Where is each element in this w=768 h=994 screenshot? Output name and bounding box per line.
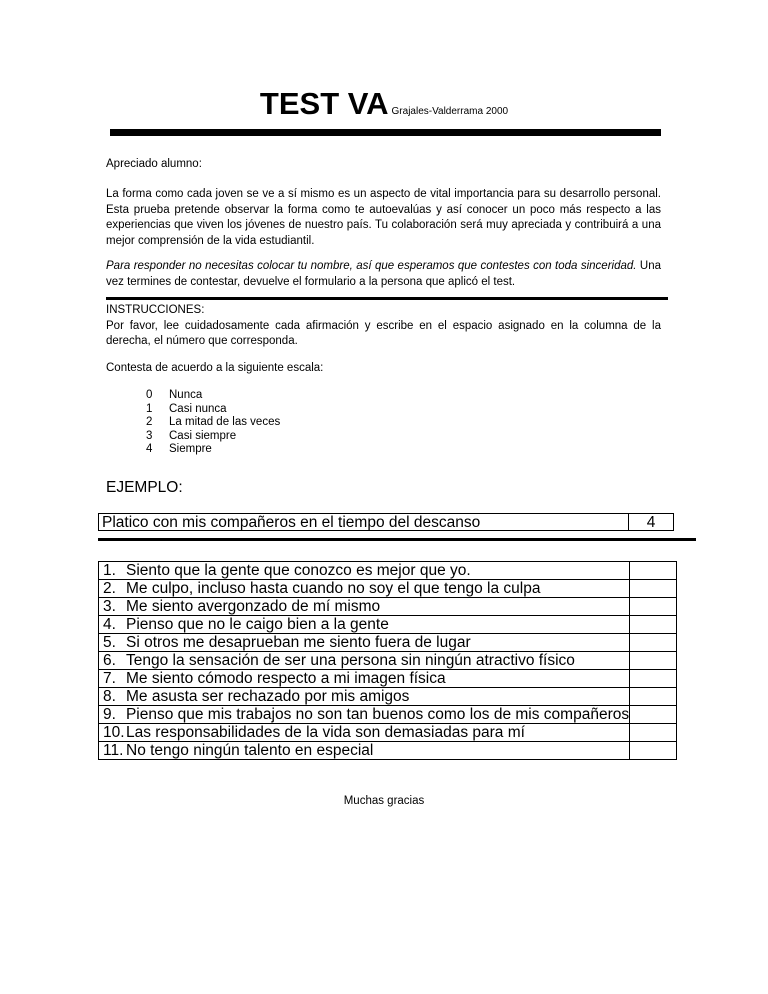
thanks-note: Muchas gracias — [343, 795, 425, 807]
question-text: Pienso que mis trabajos no son tan buenos como los de mis compañeros — [125, 706, 630, 723]
question-number: 7. — [103, 670, 116, 687]
test-title: TEST VA — [259, 86, 389, 121]
scale-label: Siempre — [169, 443, 212, 456]
question-row — [99, 579, 676, 597]
answer-cell[interactable] — [630, 562, 676, 579]
scale-value: 2 — [146, 416, 153, 429]
question-text: Las responsabilidades de la vida son demasiadas para mí — [126, 724, 630, 741]
question-text: Si otros me desaprueban me siento fuera de lugar — [126, 634, 630, 651]
answer-cell[interactable] — [630, 706, 676, 723]
instructions-text: Por favor, lee cuidadosamente cada afirmación y escribe en el espacio asignado en la columna de la derecha, el número que corresponda. — [106, 319, 661, 347]
anonymity-note-italic: Para responder no necesitas colocar tu nombre, así que esperamos que contestes con toda sinceridad. — [106, 260, 637, 272]
question-row — [99, 597, 676, 615]
scale-label: Casi siempre — [169, 429, 237, 442]
question-number: 8. — [103, 688, 116, 705]
question-number: 6. — [103, 652, 116, 669]
scale-value: 4 — [146, 443, 153, 456]
question-number: 11. — [103, 742, 124, 759]
question-row — [99, 705, 676, 723]
question-row — [99, 669, 676, 687]
question-row — [99, 562, 676, 579]
page-title — [0, 86, 768, 122]
intro-paragraph: La forma como cada joven se ve a sí mismo es un aspecto de vital importancia para su desarrollo personal. Esta prueba pretende observar la forma como te autoevalúas y así conocer un poco más respecto a las experiencias que viven los jóvenes de nuestro país. Tu colaboración será muy apreciada y contribuirá a una mejor comprensión de la vida estudiantil. — [106, 188, 661, 247]
scale-value: 1 — [146, 402, 153, 415]
scale-item — [146, 443, 280, 457]
answer-cell[interactable] — [630, 634, 676, 651]
question-text: No tengo ningún talento en especial — [126, 742, 630, 759]
question-row — [99, 651, 676, 669]
greeting: Apreciado alumno: — [106, 158, 202, 170]
scale-item — [146, 416, 280, 430]
test-author: Grajales-Valderrama 2000 — [391, 106, 509, 117]
question-number: 2. — [103, 580, 116, 597]
questions-table — [98, 561, 677, 760]
question-number: 1. — [103, 562, 116, 579]
answer-cell[interactable] — [630, 724, 676, 741]
example-divider — [98, 538, 696, 541]
question-text: Me asusta ser rechazado por mis amigos — [126, 688, 630, 705]
question-row — [99, 633, 676, 651]
scale-lead: Contesta de acuerdo a la siguiente escala: — [106, 362, 324, 374]
example-answer: 4 — [646, 514, 656, 531]
scale-item — [146, 389, 280, 403]
question-text: Siento que la gente que conozco es mejor que yo. — [126, 562, 630, 579]
scale-item — [146, 403, 280, 417]
question-number: 3. — [103, 598, 116, 615]
question-number: 10. — [103, 724, 125, 741]
answer-cell[interactable] — [630, 616, 676, 633]
rating-scale — [146, 389, 280, 457]
question-row — [99, 723, 676, 741]
question-text: Tengo la sensación de ser una persona sin ningún atractivo físico — [126, 652, 630, 669]
answer-cell[interactable] — [630, 580, 676, 597]
question-text: Me siento cómodo respecto a mi imagen física — [126, 670, 630, 687]
scale-item — [146, 430, 280, 444]
question-row — [99, 741, 676, 759]
instructions-heading: INSTRUCCIONES: — [106, 304, 205, 316]
answer-cell[interactable] — [630, 670, 676, 687]
scale-label: La mitad de las veces — [169, 416, 281, 429]
question-text: Me culpo, incluso hasta cuando no soy el que tengo la culpa — [126, 580, 630, 597]
answer-cell[interactable] — [630, 742, 676, 759]
question-number: 4. — [103, 616, 116, 633]
example-statement: Platico con mis compañeros en el tiempo del descanso — [99, 514, 629, 530]
example-heading: EJEMPLO: — [106, 479, 183, 496]
question-row — [99, 615, 676, 633]
scale-label: Casi nunca — [169, 402, 227, 415]
instructions-divider — [106, 297, 668, 300]
scale-value: 3 — [146, 429, 153, 442]
anonymity-note — [106, 259, 661, 290]
example-table — [98, 513, 674, 531]
scale-value: 0 — [146, 389, 153, 401]
scale-label: Nunca — [169, 389, 203, 401]
anonymity-note-plain: Una vez termines de contestar, devuelve el formulario a la persona que aplicó el test. — [106, 260, 661, 288]
answer-cell[interactable] — [630, 598, 676, 615]
question-number: 5. — [103, 634, 116, 651]
answer-cell[interactable] — [630, 652, 676, 669]
question-text: Me siento avergonzado de mí mismo — [126, 598, 630, 615]
answer-cell[interactable] — [630, 688, 676, 705]
title-divider — [110, 129, 661, 136]
instructions-block — [106, 303, 661, 350]
question-row — [99, 687, 676, 705]
question-number: 9. — [103, 706, 116, 723]
question-text: Pienso que no le caigo bien a la gente — [126, 616, 630, 633]
